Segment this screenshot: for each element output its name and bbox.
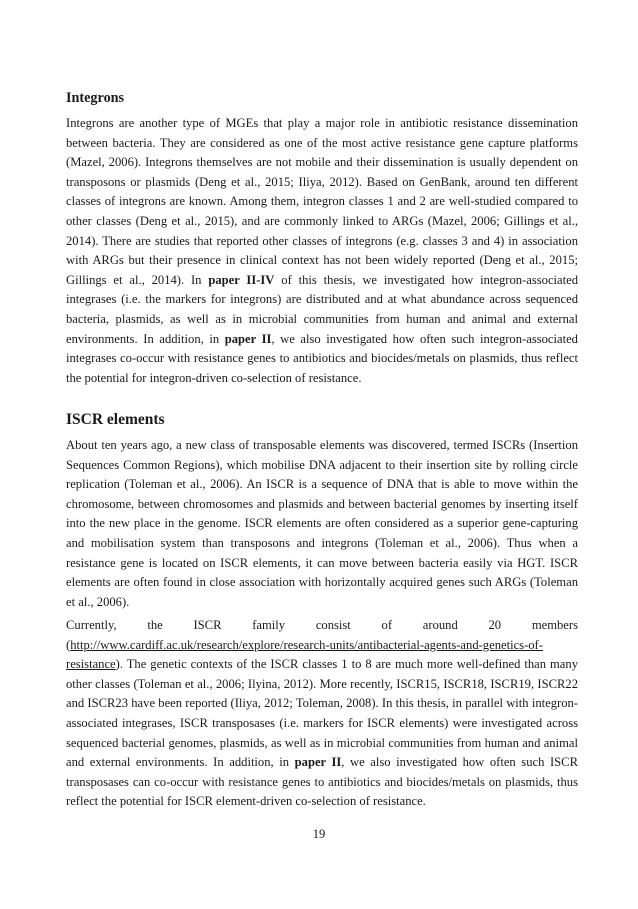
paragraph-text: Currently, the ISCR family consist of around 20 members ( bbox=[66, 618, 578, 652]
paragraph-text: of this thesis, we investigated how integron-associated integrases (i.e. the markers for integrons) are distributed and at what abundance across sequenced bacteria, plasmids, as well as in microbial communities from human and animal and external environments. In addition, in bbox=[66, 272, 579, 346]
paragraph-iscr-family bbox=[66, 616, 578, 812]
paragraph-integrons bbox=[66, 114, 578, 388]
paragraph-iscr-intro: About ten years ago, a new class of transposable elements was discovered, termed ISCRs (Insertion Sequences Common Regions), which mobilise DNA adjacent to their insertion site by rolling circle replication (Toleman et al., 2006). An ISCR is a sequence of DNA that is able to move within the chromosome, between chromosomes and plasmids and between bacterial genomes by inserting itself into the new place in the genome. ISCR elements are often considered as a superior gene-capturing and mobilisation system than transposons and integrons (Toleman et al., 2006). Thus when a resistance gene is located on ISCR elements, it can move between bacteria easily via HGT. ISCR elements are often found in close association with horizontally acquired genes such ARGs (Toleman et al., 2006). bbox=[66, 438, 578, 609]
section-heading-integrons: Integrons bbox=[66, 90, 125, 106]
bold-paper-reference: paper II-IV bbox=[208, 272, 275, 287]
section-heading-iscr: ISCR elements bbox=[66, 411, 165, 428]
paragraph-text: Integrons are another type of MGEs that play a major role in antibiotic resistance dissemination between bacteria. They are considered as one of the most active resistance gene capture platforms (Mazel, 2006). Integrons themselves are not mobile and their dissemination is usually dependent on transposons or plasmids (Deng et al., 2015; Iliya, 2012). Based on GenBank, around ten different classes of integrons are known. Among them, integron classes 1 and 2 are well-studied compared to other classes (Deng et al., 2015), and are commonly linked to ARGs (Mazel, 2006; Gillings et al., 2014). There are studies that reported other classes of integrons (e.g. classes 3 and 4) in association with ARGs but their presence in clinical context has not been widely reported (Deng et al., 2015; Gillings et al., 2014). In bbox=[66, 116, 578, 287]
paragraph-text: , we also investigated how often such ISCR transposases can co-occur with resistance genes to antibiotics and biocides/metals on plasmids, thus reflect the potential for ISCR element-driven co-selection of resistance. bbox=[66, 755, 578, 809]
cardiff-url-link[interactable]: http://www.cardiff.ac.uk/research/explore/research-units/antibacterial-agents-and-genetics-of-resistance bbox=[66, 637, 543, 672]
paragraph-text: ). The genetic contexts of the ISCR classes 1 to 8 are much more well-defined than many other classes (Toleman et al., 2006; Ilyina, 2012). More recently, ISCR15, ISCR18, ISCR19, ISCR22 and ISCR23 have been reported (Iliya, 2012; Toleman, 2008). In this thesis, in parallel with integron-associated integrases, ISCR transposases (i.e. markers for ISCR elements) were investigated across sequenced bacterial genomes, plasmids, as well as in microbial communities from human and animal and external environments. In addition, in bbox=[66, 657, 578, 770]
page-number: 19 bbox=[312, 827, 326, 841]
paragraph-text: , we also investigated how often such integron-associated integrases co-occur with resistance genes to antibiotics and biocides/metals on plasmids, thus reflect the potential for integron-driven co-selection of resistance. bbox=[66, 331, 578, 385]
bold-paper-reference: paper II bbox=[224, 331, 272, 346]
bold-paper-reference: paper II bbox=[294, 755, 342, 770]
